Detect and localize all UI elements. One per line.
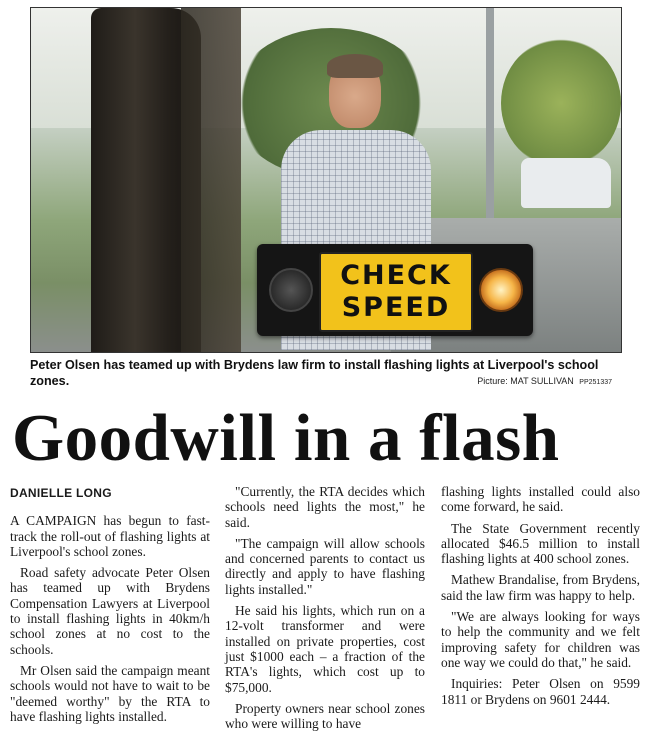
sign-lamp-on-icon (479, 268, 523, 312)
column-1 (10, 484, 210, 730)
headline: Goodwill in a flash (12, 401, 560, 475)
column-3 (441, 484, 640, 713)
sign-lamp-off-icon (269, 268, 313, 312)
news-photo (30, 7, 622, 353)
paragraph: Inquiries: Peter Olsen on 9599 1811 or Brydens on 9601 2444. (441, 676, 640, 707)
sign-line-2: SPEED (341, 292, 451, 323)
paragraph: "We are always looking for ways to help the community and we felt improving safety for children was one way we could do that," he said. (441, 609, 640, 670)
check-speed-sign (257, 244, 533, 336)
paragraph: Mr Olsen said the campaign meant schools would not have to wait to be "deemed worthy" by the RTA to have flashing lights installed. (10, 662, 210, 724)
photo-van (521, 158, 611, 208)
paragraph: Mathew Brandalise, from Brydens, said the law firm was happy to help. (441, 572, 640, 603)
paragraph: A CAMPAIGN has begun to fast-track the roll-out of flashing lights at Liverpool's school zones. (10, 513, 210, 559)
paragraph: The State Government recently allocated $46.5 million to install flashing lights at 400 school zones. (441, 520, 640, 567)
column-2 (225, 484, 425, 737)
photo-pole (486, 8, 494, 238)
sign-plate (319, 252, 473, 332)
photo-credit-text: Picture: MAT SULLIVAN (477, 376, 574, 386)
photo-credit (477, 376, 612, 386)
paragraph: "Currently, the RTA decides which schools need lights the most," he said. (225, 484, 425, 530)
sign-line-1: CHECK (340, 260, 452, 291)
photo-foliage-right (501, 38, 621, 168)
paragraph: Property owners near school zones who were willing to have (225, 700, 425, 732)
paragraph: flashing lights installed could also come forward, he said. (441, 484, 640, 515)
paragraph: "The campaign will allow schools and concerned parents to contact us directly and apply to have flashing lights installed." (225, 535, 425, 597)
paragraph: Road safety advocate Peter Olsen has teamed up with Brydens Compensation Lawyers at Liverpool to install flashing lights in 40km/h school zones at no cost to the schools. (10, 565, 210, 657)
photo-caption: Peter Olsen has teamed up with Brydens law firm to install flashing lights at Liverpool's school zones. (30, 358, 599, 388)
paragraph: He said his lights, which run on a 12-volt transformer and were installed on private properties, cost just $1000 each – a fraction of the RTA's lights, which cost up to $75,000. (225, 603, 425, 695)
photo-person-hair (327, 54, 383, 78)
photo-tree-trunk-2 (181, 8, 241, 352)
byline: DANIELLE LONG (10, 486, 112, 500)
photo-code: PP251337 (579, 379, 612, 386)
